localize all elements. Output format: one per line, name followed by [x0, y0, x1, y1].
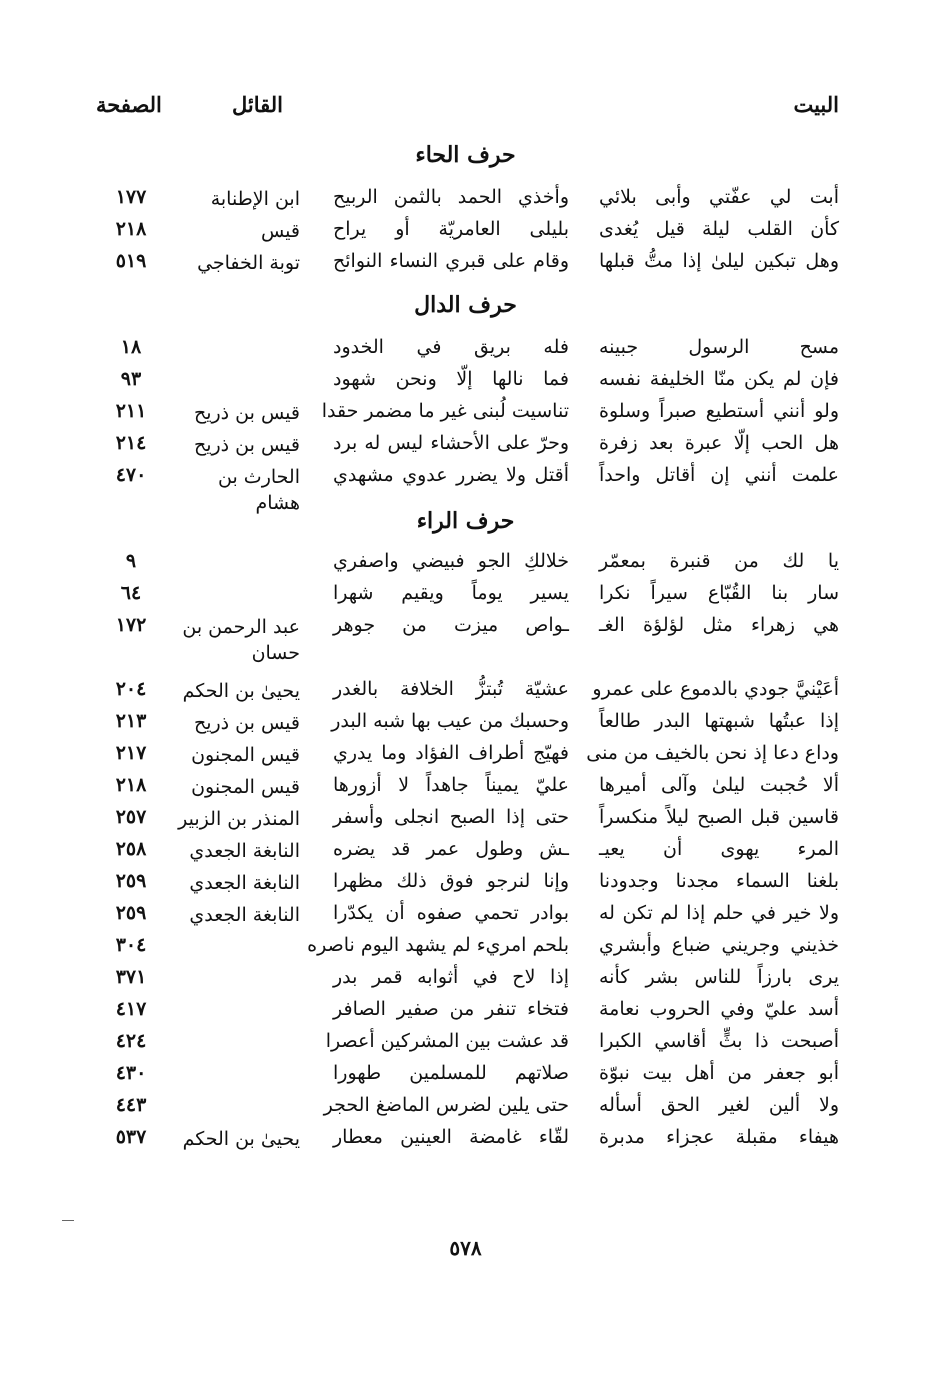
page-ref: ٢٠٤	[115, 678, 147, 700]
speaker-name: الحارث بن هشام	[218, 466, 300, 514]
section-title: حرف الراء	[416, 508, 515, 534]
verse-second-hemistich: ـواص ميزت من جوهر	[333, 614, 569, 636]
section-title: حرف الحاء	[415, 142, 516, 168]
index-row	[0, 678, 951, 710]
verse-first-hemistich: وداع دعا إذ نحن بالخيف من منى	[586, 742, 839, 764]
page-ref: ٤١٧	[115, 998, 147, 1020]
verse-first-hemistich: أسد عليّ وفي الحروب نعامة	[599, 998, 839, 1020]
index-row	[0, 1126, 951, 1158]
index-row	[0, 250, 951, 282]
verse-first-hemistich: ولا ألين لغير الحق أسأله	[599, 1094, 839, 1116]
verse-second-hemistich: عشيّة تُبتزُّ الخلافة بالغدر	[333, 678, 569, 700]
verse-first-hemistich: ولا خير في حلم إذا لم تكن له	[599, 902, 839, 924]
page-ref: ٥٣٧	[115, 1126, 147, 1148]
speaker-name: النابغة الجعدي	[189, 872, 300, 894]
page-ref: ٢١٨	[115, 218, 147, 240]
page-ref: ١٨	[120, 336, 142, 358]
page-ref: ٤٧٠	[115, 464, 147, 486]
speaker-name: قيس بن ذريح	[193, 712, 300, 734]
index-row	[0, 870, 951, 902]
verse-first-hemistich: يرى بارزاً للناس بشر كأنه	[599, 966, 839, 988]
page-ref: ١٧٧	[115, 186, 147, 208]
verse-second-hemistich: عليّ يميناً جاهداً لا أزورها	[333, 774, 569, 796]
speaker-name: ابن الإطنابة	[210, 188, 300, 210]
margin-mark	[62, 1220, 74, 1221]
verse-first-hemistich: كأن القلب ليلة قيل يُغدى	[599, 218, 839, 240]
column-header-page: الصفحة	[96, 92, 162, 117]
verse-first-hemistich: سار بنا القُبّاع سيراً نكرا	[599, 582, 839, 604]
speaker-name: قيس بن ذريح	[193, 402, 300, 424]
verse-first-hemistich: قاسين قبل الصبح ليلاً منكسراً	[599, 806, 839, 828]
page-ref: ٤٤٣	[115, 1094, 147, 1116]
page-ref: ٢١٧	[115, 742, 147, 764]
verse-first-hemistich: هل الحب إلّا عبرة بعد زفرة	[599, 432, 839, 454]
page-ref: ٤٣٠	[115, 1062, 147, 1084]
verse-second-hemistich: فما نالها إلّا ونحن شهود	[333, 368, 569, 390]
index-row	[0, 1030, 951, 1062]
page-ref: ١٧٢	[115, 614, 147, 636]
verse-second-hemistich: يسير يوماً ويقيم شهرا	[333, 582, 569, 604]
verse-first-hemistich: أبت لي عفّتي وأبى بلائي	[599, 186, 839, 208]
index-row	[0, 550, 951, 582]
index-row	[0, 774, 951, 806]
verse-second-hemistich: فله بريق في الخدود	[333, 336, 569, 358]
speaker-name: قيس	[260, 220, 300, 242]
verse-second-hemistich: وحسبك من عيب بها شبه البدر	[331, 710, 569, 732]
index-row	[0, 710, 951, 742]
index-row	[0, 742, 951, 774]
index-row	[0, 1094, 951, 1126]
index-row	[0, 902, 951, 934]
page-ref: ٢١٨	[115, 774, 147, 796]
section-title: حرف الدال	[414, 292, 517, 318]
column-header-speaker: القائل	[232, 92, 284, 117]
verse-first-hemistich: هيفاء مقبلة عجزاء مدبرة	[599, 1126, 839, 1148]
verse-first-hemistich: أعَيْنيَّ جودي بالدموع على عمرو	[592, 678, 839, 700]
verse-first-hemistich: ولو أنني أستطيع صبراً وسلوة	[599, 400, 839, 422]
index-row	[0, 432, 951, 464]
index-row	[0, 186, 951, 218]
speaker-name: قيس المجنون	[191, 744, 300, 766]
verse-first-hemistich: أصبحت ذا بثٍّ أقاسي الكبرا	[599, 1030, 839, 1052]
verse-second-hemistich: وحرّ على الأحشاء ليس له برد	[333, 432, 569, 454]
verse-second-hemistich: حتى إذا الصبح انجلى وأسفر	[333, 806, 569, 828]
verse-second-hemistich: وقام على قبري النساء النوائح	[333, 250, 569, 272]
verse-second-hemistich: ـش وطول عمر قد يضره	[333, 838, 569, 860]
verse-first-hemistich: المرء يهوى أن يعيـ	[599, 838, 839, 860]
page-ref: ٤٢٤	[115, 1030, 147, 1052]
index-row	[0, 614, 951, 664]
page-number: ٥٧٨	[449, 1236, 482, 1260]
speaker-name: توبة الخفاجي	[197, 252, 300, 274]
page-ref: ٢١٤	[115, 432, 147, 454]
verse-first-hemistich: خذيني وجريني ضباع وأبشري	[599, 934, 839, 956]
speaker-name: يحيىٰ بن الحكم	[182, 680, 300, 702]
verse-second-hemistich: لقّاء غامضة العينين معطار	[333, 1126, 569, 1148]
page-ref: ٣٧١	[115, 966, 147, 988]
page-ref: ٢٥٧	[115, 806, 147, 828]
verse-second-hemistich: وإنا لنرجو فوق ذلك مظهرا	[333, 870, 569, 892]
verse-second-hemistich: بوادر تحمي صفوه أن يكدّرا	[333, 902, 569, 924]
index-row	[0, 934, 951, 966]
verse-second-hemistich: حتى يلين لضرس الماضغ الحجر	[323, 1094, 569, 1116]
index-row	[0, 806, 951, 838]
verse-second-hemistich: فتخاء تنفر من صفير الصافر	[333, 998, 569, 1020]
page-ref: ٣٠٤	[115, 934, 147, 956]
index-row	[0, 464, 951, 514]
verse-second-hemistich: وأخذي الحمد بالثمن الربيح	[333, 186, 569, 208]
verse-first-hemistich: بلغنا السماء مجدنا وجدودنا	[599, 870, 839, 892]
index-row	[0, 582, 951, 614]
verse-first-hemistich: فإن لم يكن منّا الخليفة نفسه	[599, 368, 839, 390]
speaker-name: النابغة الجعدي	[189, 840, 300, 862]
column-header-verse: البيت	[793, 92, 839, 117]
page-ref: ٥١٩	[115, 250, 147, 272]
verse-second-hemistich: صلاتهم للمسلمين طهورا	[333, 1062, 569, 1084]
verse-second-hemistich: تناسيت لُبنى غير ما مضمر حقدا	[321, 400, 569, 422]
speaker-name: يحيىٰ بن الحكم	[182, 1128, 300, 1150]
index-row	[0, 838, 951, 870]
index-row	[0, 1062, 951, 1094]
verse-second-hemistich: بليلى العامريّة أو يراح	[333, 218, 569, 240]
speaker-name: قيس بن ذريح	[193, 434, 300, 456]
page-ref: ٢٥٩	[115, 870, 147, 892]
verse-second-hemistich: خلالكِ الجو فبيضي واصفري	[333, 550, 569, 572]
page-ref: ٢٥٩	[115, 902, 147, 924]
page-ref: ٢٥٨	[115, 838, 147, 860]
verse-second-hemistich: بلحم امريء لم يشهد اليوم ناصره	[307, 934, 569, 956]
page-ref: ٢١١	[115, 400, 147, 422]
verse-second-hemistich: فهيّج أطراف الفؤاد وما يدري	[333, 742, 569, 764]
index-row	[0, 998, 951, 1030]
speaker-name: عبد الرحمن بن حسان	[182, 616, 300, 664]
index-row	[0, 368, 951, 400]
verse-first-hemistich: مسح الرسول جبينه	[599, 336, 839, 358]
index-row	[0, 966, 951, 998]
speaker-name: المنذر بن الزبير	[178, 808, 300, 830]
verse-second-hemistich: أقتل ولا يضرر عدوي مشهدي	[333, 464, 569, 486]
verse-first-hemistich: هي زهراء مثل لؤلؤة الغـ	[599, 614, 839, 636]
verse-first-hemistich: علمت أنني إن أقاتل واحداً	[599, 464, 839, 486]
verse-first-hemistich: يا لك من قنبرة بمعمّر	[599, 550, 839, 572]
page-ref: ٩	[125, 550, 137, 572]
verse-second-hemistich: قد عشت بين المشركين أعصرا	[325, 1030, 569, 1052]
page-ref: ٢١٣	[115, 710, 147, 732]
verse-first-hemistich: ألا حُجبت ليلىٰ وآلى أميرها	[599, 774, 839, 796]
speaker-name: قيس المجنون	[191, 776, 300, 798]
index-row	[0, 218, 951, 250]
verse-first-hemistich: أبو جعفر من أهل بيت نبوّة	[599, 1062, 839, 1084]
verse-first-hemistich: إذا عبتُها شبهتها البدر طالعاً	[599, 710, 839, 732]
page-ref: ٦٤	[120, 582, 142, 604]
speaker-name: النابغة الجعدي	[189, 904, 300, 926]
verse-second-hemistich: إذا لاح في أثوابه قمر بدر	[333, 966, 569, 988]
index-row	[0, 400, 951, 432]
page-ref: ٩٣	[120, 368, 142, 390]
verse-first-hemistich: وهل تبكين ليلىٰ إذا متُّ قبلها	[599, 250, 839, 272]
index-row	[0, 336, 951, 368]
